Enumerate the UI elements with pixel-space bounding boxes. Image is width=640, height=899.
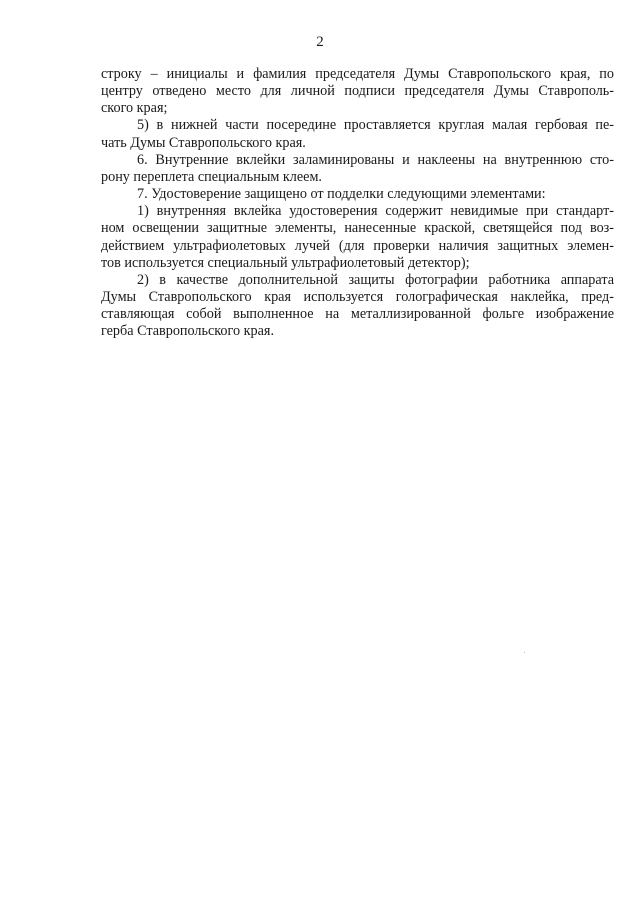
text-line: 2) в качестве дополнительной защиты фотографии работника аппарата xyxy=(137,271,614,288)
text-line: 6. Внутренние вклейки заламинированы и наклеены на внутреннюю сто- xyxy=(137,151,614,168)
text-line: тов используется специальный ультрафиолетовый детектор); xyxy=(101,254,470,271)
text-line: 5) в нижней части посередине проставляется круглая малая гербовая пе- xyxy=(137,117,614,134)
text-line: чать Думы Ставропольского края. xyxy=(101,134,306,151)
paragraph xyxy=(101,186,614,203)
text-line: герба Ставропольского края. xyxy=(101,323,274,340)
paragraph xyxy=(101,203,614,272)
text-line: Думы Ставропольского края используется голографическая наклейка, пред- xyxy=(101,289,614,306)
text-line: действием ультрафиолетовых лучей (для проверки наличия защитных элемен- xyxy=(101,237,614,254)
paragraph xyxy=(101,272,614,341)
page-number: 2 xyxy=(316,34,324,50)
text-line: ном освещении защитные элементы, нанесенные краской, светящейся под воз- xyxy=(101,220,614,237)
paragraph xyxy=(101,152,614,186)
text-line: центру отведено место для личной подписи председателя Думы Ставрополь- xyxy=(101,83,614,100)
text-line: рону переплета специальным клеем. xyxy=(101,168,322,185)
document-body xyxy=(101,66,614,341)
paragraph xyxy=(101,66,614,117)
paragraph xyxy=(101,117,614,151)
text-line: ставляющая собой выполненное на металлизированной фольге изображение xyxy=(101,306,614,323)
text-line: ского края; xyxy=(101,100,168,117)
text-line: 1) внутренняя вклейка удостоверения содержит невидимые при стандарт- xyxy=(137,203,614,220)
text-line: строку – инициалы и фамилия председателя Думы Ставропольского края, по xyxy=(101,66,614,82)
text-line: 7. Удостоверение защищено от подделки следующими элементами: xyxy=(137,186,546,203)
scan-speck xyxy=(524,652,525,653)
